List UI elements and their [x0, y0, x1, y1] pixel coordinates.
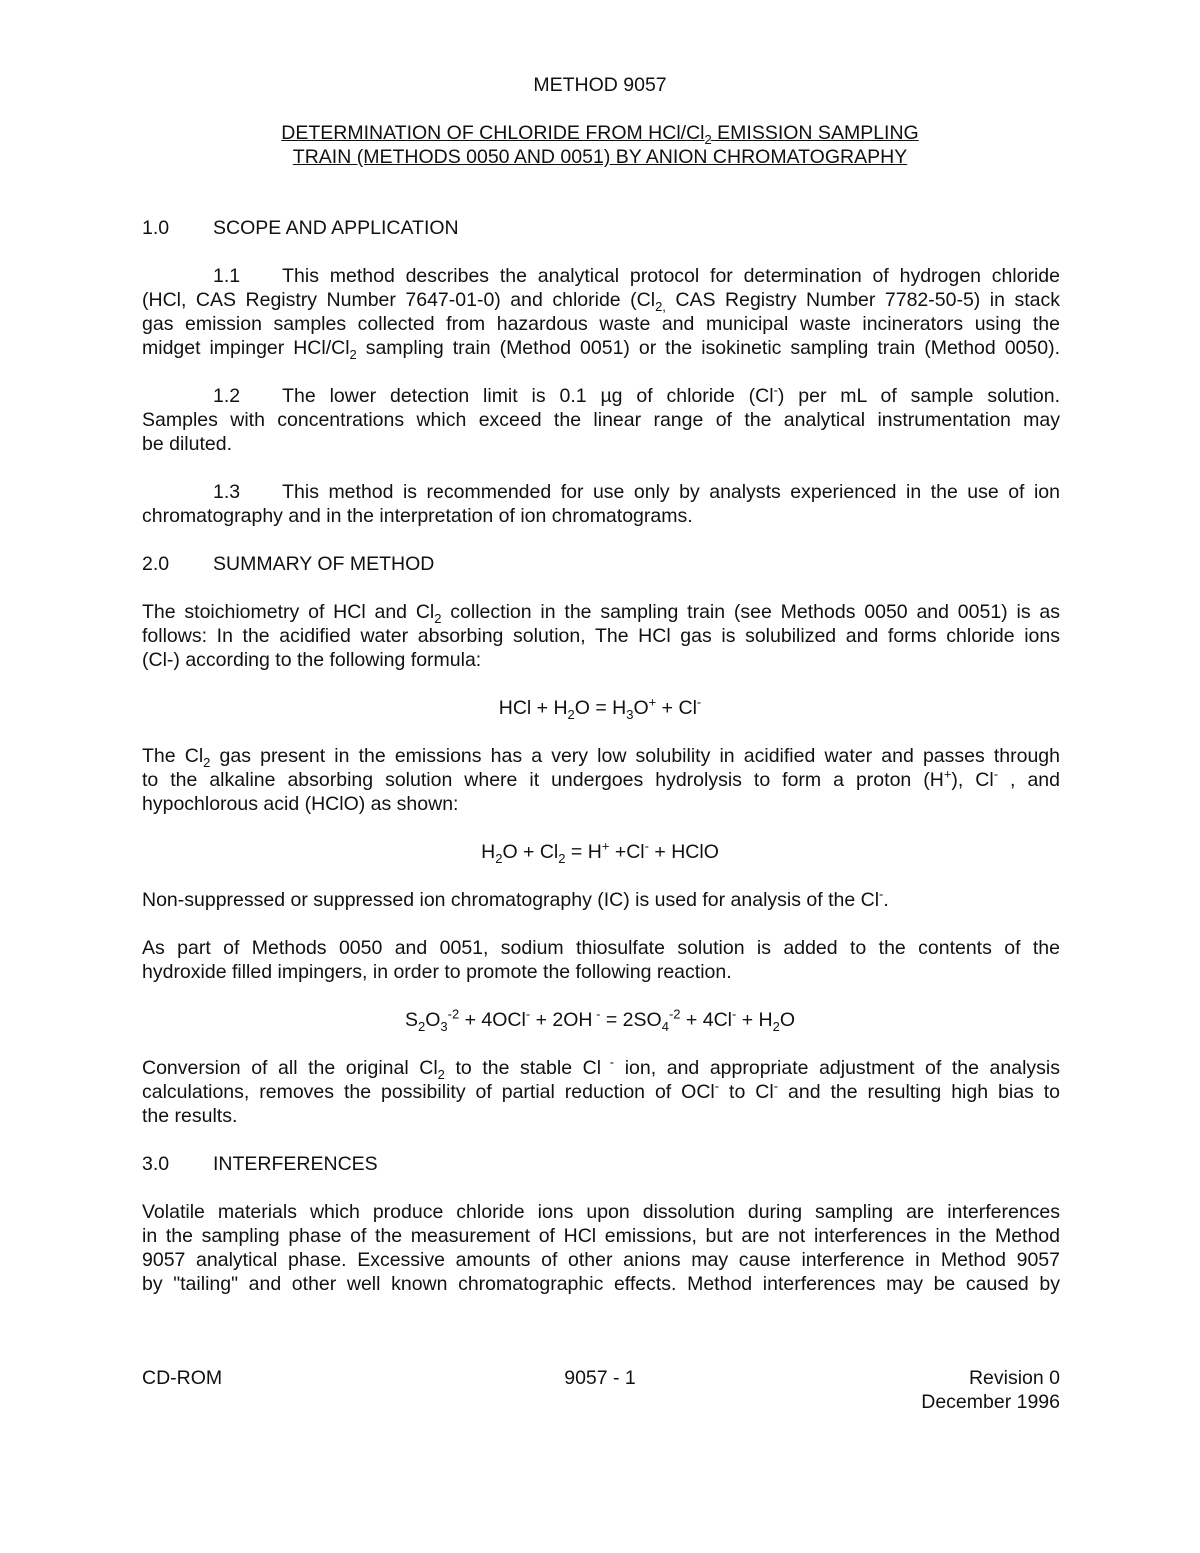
footer-date: December 1996	[921, 1391, 1060, 1413]
para-3-line-2: in the sampling phase of the measurement of HCl emissions, but are not interferences in the Method	[142, 1225, 1060, 1247]
section-2-title: SUMMARY OF METHOD	[213, 553, 435, 575]
para-1-1-line-1: 1.1 This method describes the analytical protocol for determination of hydrogen chloride	[213, 265, 1060, 287]
section-1-title: SCOPE AND APPLICATION	[213, 217, 459, 239]
para-1-2-line-1: 1.2 The lower detection limit is 0.1 µg of chloride (Cl-) per mL of sample solution.	[213, 382, 1060, 407]
para-1-1-line-4: midget impinger HCl/$Cl_2$ sampling train (Method 0051) or the isokinetic sampling train (Method 0050).	[142, 337, 1060, 362]
para-1-3-line-1: 1.3 This method is recommended for use only by analysts experienced in the use of ion	[213, 481, 1060, 503]
para-2-1-line-1: The stoichiometry of HCl and $Cl_2$ collection in the sampling train (see Methods 0050 and 0051) is as	[142, 601, 1060, 626]
para-1-1-line-3: gas emission samples collected from hazardous waste and municipal waste incinerators using the	[142, 313, 1060, 335]
footer-page-number: 9057 - 1	[564, 1367, 636, 1389]
para-2-2-line-3: hypochlorous acid (HClO) as shown:	[142, 793, 459, 815]
para-2-1-line-3: (Cl-) according to the following formula:	[142, 649, 482, 671]
para-2-4-line-1: As part of Methods 0050 and 0051, sodium thiosulfate solution is added to the contents of the	[142, 937, 1060, 959]
para-3-line-1: Volatile materials which produce chloride ions upon dissolution during sampling are interferences	[142, 1201, 1060, 1223]
para-3-line-3: 9057 analytical phase. Excessive amounts of other anions may cause interference in Method 9057	[142, 1249, 1060, 1271]
para-1-1-line-2: (HCl, CAS Registry Number 7647-01-0) and chloride ($Cl_{2,}$ CAS Registry Number 7782-50-5) in stack	[142, 289, 1060, 314]
equation-2: $H_2O + Cl_2 = H^+ +Cl^-$ + HClO	[481, 838, 719, 866]
para-1-3-line-2: chromatography and in the interpretation of ion chromatograms.	[142, 505, 693, 527]
para-1-2-line-3: be diluted.	[142, 433, 232, 455]
para-2-5-line-1: Conversion of all the original $Cl_2$ to the stable Cl - ion, and appropriate adjustment of the analysis	[142, 1054, 1060, 1082]
section-1-number: 1.0	[142, 217, 170, 239]
para-2-4-line-2: hydroxide filled impingers, in order to promote the following reaction.	[142, 961, 732, 983]
section-2-number: 2.0	[142, 553, 170, 575]
para-2-3: Non-suppressed or suppressed ion chromatography (IC) is used for analysis of the Cl-.	[142, 886, 889, 911]
footer-left: CD-ROM	[142, 1367, 223, 1389]
method-number: METHOD 9057	[533, 74, 667, 96]
title-line-2: TRAIN (METHODS 0050 AND 0051) BY ANION CHROMATOGRAPHY	[292, 146, 908, 168]
para-2-2-line-2: to the alkaline absorbing solution where it undergoes hydrolysis to form a proton (H+), Cl- , and	[142, 766, 1060, 791]
section-3-number: 3.0	[142, 1153, 170, 1175]
para-2-2-line-1: The $Cl_2$ gas present in the emissions has a very low solubility in acidified water and passes through	[142, 745, 1061, 770]
equation-3: $S_2O_3^{-2} + 4OCl^- + 2OH$ $^- = 2SO_4^{-2} + 4Cl^- + H_2O$	[404, 1006, 796, 1034]
section-3-title: INTERFERENCES	[213, 1153, 378, 1175]
para-2-1-line-2: follows: In the acidified water absorbing solution, The HCl gas is solubilized and forms chloride ions	[142, 625, 1060, 647]
para-3-line-4: by "tailing" and other well known chromatographic effects. Method interferences may be caused by	[142, 1273, 1060, 1295]
para-2-5-line-3: the results.	[142, 1105, 238, 1127]
equation-1: HCl + $H_2O = H_3O^+ + Cl^-$	[498, 694, 702, 722]
para-1-2-line-2: Samples with concentrations which exceed the linear range of the analytical instrumentation may	[142, 409, 1060, 431]
title-line-1: DETERMINATION OF CHLORIDE FROM HCl/$Cl_2$ EMISSION SAMPLING	[281, 122, 919, 147]
footer-revision: Revision 0	[968, 1367, 1060, 1389]
para-2-5-line-2: calculations, removes the possibility of partial reduction of OCl- to Cl- and the resulting high bias to	[142, 1078, 1061, 1103]
